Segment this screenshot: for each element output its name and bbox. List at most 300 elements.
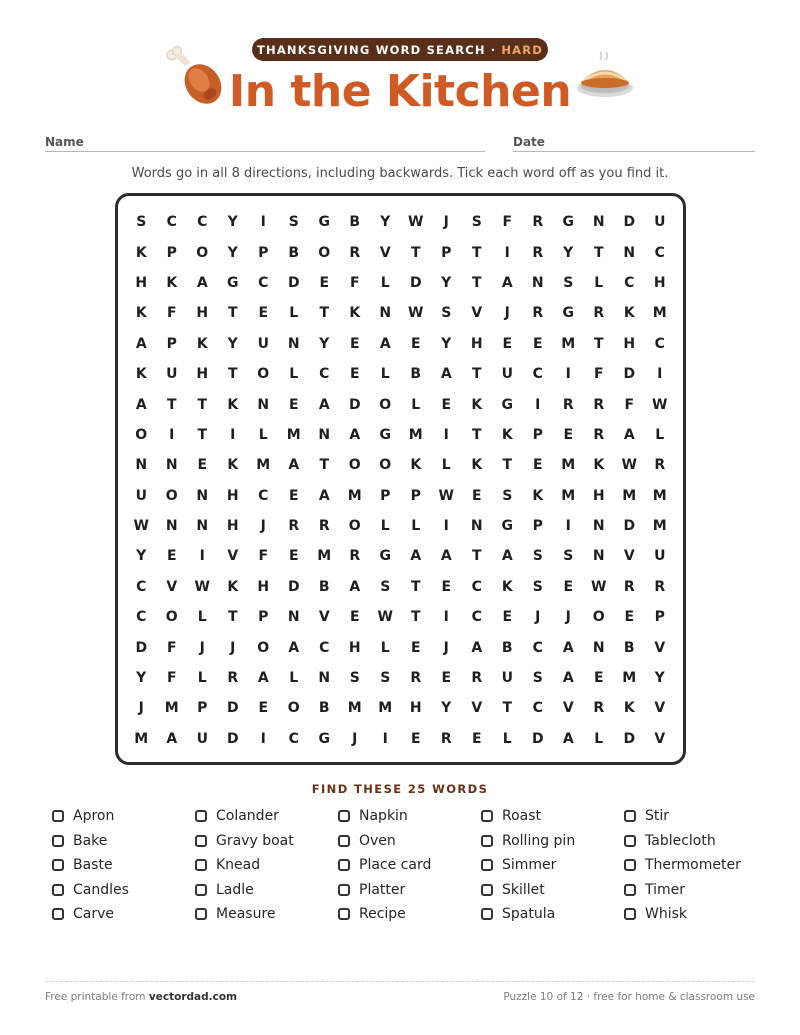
grid-letter[interactable]: A <box>349 426 361 443</box>
grid-letter[interactable]: N <box>623 244 636 261</box>
grid-letter[interactable]: J <box>535 609 541 626</box>
grid-letter[interactable]: F <box>166 305 177 322</box>
grid-letter[interactable]: E <box>471 730 482 747</box>
word-item[interactable] <box>338 902 481 927</box>
grid-letter[interactable]: U <box>501 366 513 383</box>
grid-letter[interactable]: G <box>318 730 330 747</box>
grid-letter[interactable]: T <box>471 244 482 261</box>
grid-letter[interactable]: C <box>654 244 665 261</box>
grid-letter[interactable]: M <box>561 335 576 352</box>
grid-letter[interactable]: N <box>592 548 605 565</box>
grid-letter[interactable]: E <box>410 730 421 747</box>
grid-letter[interactable]: K <box>227 578 239 595</box>
word-checkbox[interactable] <box>195 810 207 822</box>
grid-letter[interactable]: V <box>654 639 666 656</box>
grid-letter[interactable]: L <box>197 670 207 687</box>
grid-letter[interactable]: C <box>532 639 543 656</box>
grid-letter[interactable]: T <box>410 609 421 626</box>
grid-letter[interactable]: E <box>593 670 604 687</box>
grid-letter[interactable]: K <box>532 487 544 504</box>
word-checkbox[interactable] <box>481 810 493 822</box>
grid-letter[interactable]: J <box>230 639 236 656</box>
grid-letter[interactable]: P <box>410 487 421 504</box>
grid-letter[interactable]: E <box>319 274 330 291</box>
grid-letter[interactable]: R <box>562 396 574 413</box>
grid-letter[interactable]: T <box>471 366 482 383</box>
grid-letter[interactable]: P <box>166 335 177 352</box>
grid-letter[interactable]: P <box>654 609 665 626</box>
grid-letter[interactable]: K <box>471 457 483 474</box>
grid-letter[interactable]: Y <box>136 670 147 687</box>
grid-letter[interactable]: S <box>380 670 391 687</box>
grid-letter[interactable]: G <box>379 426 391 443</box>
grid-letter[interactable]: G <box>501 396 513 413</box>
grid-letter[interactable]: M <box>378 700 393 717</box>
grid-letter[interactable]: E <box>441 578 452 595</box>
grid-letter[interactable]: Y <box>654 670 665 687</box>
grid-letter[interactable]: B <box>288 244 300 261</box>
word-checkbox[interactable] <box>624 810 636 822</box>
grid-letter[interactable]: O <box>287 700 300 717</box>
grid-letter[interactable]: O <box>257 639 270 656</box>
grid-letter[interactable]: G <box>227 274 239 291</box>
grid-letter[interactable]: F <box>166 670 177 687</box>
word-item[interactable] <box>481 902 624 927</box>
grid-letter[interactable]: O <box>348 518 361 535</box>
grid-letter[interactable]: E <box>288 487 299 504</box>
grid-letter[interactable]: P <box>441 244 452 261</box>
word-item[interactable] <box>338 829 481 854</box>
word-item[interactable] <box>52 829 195 854</box>
grid-letter[interactable]: N <box>196 487 209 504</box>
grid-letter[interactable]: V <box>471 305 483 322</box>
grid-letter[interactable]: J <box>199 639 205 656</box>
grid-letter[interactable]: L <box>380 274 390 291</box>
grid-letter[interactable]: A <box>379 335 391 352</box>
name-line[interactable] <box>45 151 485 152</box>
grid-letter[interactable]: H <box>592 487 605 504</box>
grid-letter[interactable]: R <box>410 670 422 687</box>
grid-letter[interactable]: E <box>197 457 208 474</box>
grid-letter[interactable]: A <box>349 578 361 595</box>
grid-letter[interactable]: I <box>535 396 541 413</box>
grid-letter[interactable]: U <box>257 335 269 352</box>
grid-letter[interactable]: A <box>288 457 300 474</box>
grid-letter[interactable]: A <box>562 730 574 747</box>
grid-letter[interactable]: E <box>410 335 421 352</box>
grid-letter[interactable]: A <box>440 548 452 565</box>
grid-letter[interactable]: P <box>532 518 543 535</box>
grid-letter[interactable]: U <box>166 366 178 383</box>
grid-letter[interactable]: T <box>197 426 208 443</box>
grid-letter[interactable]: L <box>380 639 390 656</box>
grid-letter[interactable]: Y <box>380 214 391 231</box>
grid-letter[interactable]: D <box>135 639 148 656</box>
grid-letter[interactable]: K <box>349 305 361 322</box>
grid-letter[interactable]: E <box>349 335 360 352</box>
grid-letter[interactable]: R <box>593 426 605 443</box>
word-checkbox[interactable] <box>52 884 64 896</box>
grid-letter[interactable]: B <box>349 214 361 231</box>
grid-letter[interactable]: T <box>471 548 482 565</box>
grid-letter[interactable]: J <box>504 305 510 322</box>
grid-letter[interactable]: H <box>470 335 483 352</box>
grid-letter[interactable]: J <box>138 700 144 717</box>
grid-letter[interactable]: O <box>318 244 331 261</box>
grid-letter[interactable]: I <box>199 548 205 565</box>
grid-letter[interactable]: L <box>411 396 421 413</box>
grid-letter[interactable]: W <box>591 578 607 595</box>
grid-letter[interactable]: D <box>623 730 636 747</box>
grid-letter[interactable]: P <box>258 609 269 626</box>
grid-letter[interactable]: Y <box>441 274 452 291</box>
grid-letter[interactable]: M <box>347 487 362 504</box>
grid-letter[interactable]: M <box>652 305 667 322</box>
grid-letter[interactable]: T <box>166 396 177 413</box>
grid-letter[interactable]: E <box>532 335 543 352</box>
grid-letter[interactable]: E <box>288 396 299 413</box>
grid-letter[interactable]: S <box>380 578 391 595</box>
grid-letter[interactable]: A <box>135 396 147 413</box>
grid-letter[interactable]: T <box>410 244 421 261</box>
grid-letter[interactable]: C <box>471 609 482 626</box>
grid-letter[interactable]: R <box>654 578 666 595</box>
grid-letter[interactable]: L <box>655 426 665 443</box>
grid-letter[interactable]: V <box>166 578 178 595</box>
word-checkbox[interactable] <box>338 835 350 847</box>
grid-letter[interactable]: W <box>133 518 149 535</box>
word-item[interactable] <box>52 804 195 829</box>
date-line[interactable] <box>513 151 755 152</box>
word-checkbox[interactable] <box>481 908 493 920</box>
grid-letter[interactable]: C <box>258 274 269 291</box>
grid-letter[interactable]: M <box>286 426 301 443</box>
grid-letter[interactable]: K <box>623 700 635 717</box>
grid-letter[interactable]: N <box>165 457 178 474</box>
grid-letter[interactable]: A <box>562 639 574 656</box>
word-item[interactable] <box>195 804 338 829</box>
grid-letter[interactable]: H <box>196 305 209 322</box>
grid-letter[interactable]: J <box>565 609 571 626</box>
grid-letter[interactable]: N <box>592 639 605 656</box>
word-item[interactable] <box>481 829 624 854</box>
grid-letter[interactable]: M <box>256 457 271 474</box>
grid-letter[interactable]: P <box>166 244 177 261</box>
word-item[interactable] <box>52 853 195 878</box>
grid-letter[interactable]: M <box>652 487 667 504</box>
grid-letter[interactable]: P <box>197 700 208 717</box>
word-checkbox[interactable] <box>195 884 207 896</box>
grid-letter[interactable]: E <box>410 639 421 656</box>
grid-letter[interactable]: V <box>654 700 666 717</box>
grid-letter[interactable]: C <box>654 335 665 352</box>
grid-letter[interactable]: A <box>166 730 178 747</box>
grid-letter[interactable]: E <box>166 548 177 565</box>
grid-letter[interactable]: C <box>166 214 177 231</box>
grid-letter[interactable]: W <box>408 214 424 231</box>
grid-letter[interactable]: U <box>196 730 208 747</box>
grid-letter[interactable]: S <box>441 305 452 322</box>
word-checkbox[interactable] <box>624 884 636 896</box>
grid-letter[interactable]: N <box>287 609 300 626</box>
grid-letter[interactable]: E <box>288 548 299 565</box>
grid-letter[interactable]: O <box>379 396 392 413</box>
grid-letter[interactable]: J <box>260 518 266 535</box>
grid-letter[interactable]: C <box>197 214 208 231</box>
grid-letter[interactable]: R <box>532 244 544 261</box>
grid-letter[interactable]: J <box>443 639 449 656</box>
grid-letter[interactable]: K <box>135 366 147 383</box>
grid-letter[interactable]: K <box>166 274 178 291</box>
grid-letter[interactable]: B <box>318 700 330 717</box>
grid-letter[interactable]: N <box>287 335 300 352</box>
grid-letter[interactable]: R <box>593 700 605 717</box>
grid-letter[interactable]: T <box>410 578 421 595</box>
grid-letter[interactable]: N <box>470 518 483 535</box>
word-item[interactable] <box>624 853 767 878</box>
word-checkbox[interactable] <box>52 908 64 920</box>
grid-letter[interactable]: F <box>502 214 513 231</box>
grid-letter[interactable]: V <box>318 609 330 626</box>
grid-letter[interactable]: P <box>380 487 391 504</box>
grid-letter[interactable]: K <box>501 578 513 595</box>
grid-letter[interactable]: E <box>624 609 635 626</box>
grid-letter[interactable]: T <box>319 305 330 322</box>
grid-letter[interactable]: T <box>319 457 330 474</box>
grid-letter[interactable]: K <box>135 244 147 261</box>
grid-letter[interactable]: E <box>563 426 574 443</box>
grid-letter[interactable]: M <box>561 487 576 504</box>
grid-letter[interactable]: L <box>502 730 512 747</box>
grid-letter[interactable]: D <box>287 578 300 595</box>
grid-letter[interactable]: T <box>502 457 513 474</box>
grid-letter[interactable]: G <box>562 214 574 231</box>
grid-letter[interactable]: U <box>654 214 666 231</box>
grid-letter[interactable]: O <box>196 244 209 261</box>
grid-letter[interactable]: F <box>166 639 177 656</box>
grid-letter[interactable]: W <box>621 457 637 474</box>
grid-letter[interactable]: O <box>165 487 178 504</box>
grid-letter[interactable]: S <box>563 548 574 565</box>
grid-letter[interactable]: N <box>592 518 605 535</box>
grid-letter[interactable]: U <box>135 487 147 504</box>
grid-letter[interactable]: B <box>410 366 422 383</box>
grid-letter[interactable]: S <box>532 578 543 595</box>
grid-letter[interactable]: I <box>565 366 571 383</box>
grid-letter[interactable]: O <box>592 609 605 626</box>
grid-letter[interactable]: C <box>288 730 299 747</box>
grid-letter[interactable]: I <box>565 518 571 535</box>
grid-letter[interactable]: A <box>257 670 269 687</box>
grid-letter[interactable]: F <box>349 274 360 291</box>
grid-letter[interactable]: I <box>382 730 388 747</box>
grid-letter[interactable]: Y <box>136 548 147 565</box>
grid-letter[interactable]: V <box>471 700 483 717</box>
grid-letter[interactable]: R <box>227 670 239 687</box>
grid-letter[interactable]: S <box>532 548 543 565</box>
word-item[interactable] <box>624 878 767 903</box>
grid-letter[interactable]: L <box>289 366 299 383</box>
grid-letter[interactable]: L <box>258 426 268 443</box>
grid-letter[interactable]: E <box>441 670 452 687</box>
word-item[interactable] <box>624 829 767 854</box>
grid-letter[interactable]: R <box>440 730 452 747</box>
grid-letter[interactable]: H <box>348 639 361 656</box>
grid-letter[interactable]: I <box>260 214 266 231</box>
grid-letter[interactable]: C <box>319 639 330 656</box>
grid-letter[interactable]: Y <box>227 244 238 261</box>
grid-letter[interactable]: H <box>226 487 239 504</box>
grid-letter[interactable]: I <box>230 426 236 443</box>
grid-letter[interactable]: F <box>593 366 604 383</box>
grid-letter[interactable]: H <box>135 274 148 291</box>
grid-letter[interactable]: D <box>287 274 300 291</box>
grid-letter[interactable]: L <box>594 274 604 291</box>
grid-letter[interactable]: A <box>440 366 452 383</box>
word-checkbox[interactable] <box>338 884 350 896</box>
grid-letter[interactable]: N <box>318 426 331 443</box>
word-item[interactable] <box>195 853 338 878</box>
grid-letter[interactable]: G <box>562 305 574 322</box>
grid-letter[interactable]: T <box>593 335 604 352</box>
grid-letter[interactable]: V <box>227 548 239 565</box>
grid-letter[interactable]: M <box>317 548 332 565</box>
grid-letter[interactable]: P <box>258 244 269 261</box>
grid-letter[interactable]: W <box>194 578 210 595</box>
word-item[interactable] <box>481 853 624 878</box>
grid-letter[interactable]: L <box>289 305 299 322</box>
grid-letter[interactable]: T <box>471 426 482 443</box>
word-item[interactable] <box>52 878 195 903</box>
footer-site-link[interactable]: vectordad.com <box>148 991 237 1003</box>
grid-letter[interactable]: A <box>288 639 300 656</box>
grid-letter[interactable]: R <box>593 305 605 322</box>
grid-letter[interactable]: V <box>562 700 574 717</box>
grid-letter[interactable]: J <box>443 214 449 231</box>
grid-letter[interactable]: D <box>623 518 636 535</box>
grid-letter[interactable]: B <box>501 639 513 656</box>
grid-letter[interactable]: B <box>318 578 330 595</box>
grid-letter[interactable]: T <box>227 305 238 322</box>
grid-letter[interactable]: N <box>257 396 270 413</box>
grid-letter[interactable]: C <box>471 578 482 595</box>
grid-letter[interactable]: E <box>258 305 269 322</box>
grid-letter[interactable]: U <box>654 548 666 565</box>
grid-letter[interactable]: I <box>260 730 266 747</box>
grid-letter[interactable]: T <box>502 700 513 717</box>
grid-letter[interactable]: H <box>409 700 422 717</box>
grid-letter[interactable]: S <box>288 214 299 231</box>
grid-letter[interactable]: O <box>379 457 392 474</box>
grid-letter[interactable]: O <box>135 426 148 443</box>
grid-letter[interactable]: R <box>654 457 666 474</box>
word-item[interactable] <box>195 902 338 927</box>
grid-letter[interactable]: Y <box>319 335 330 352</box>
grid-letter[interactable]: E <box>258 700 269 717</box>
grid-letter[interactable]: E <box>349 366 360 383</box>
grid-letter[interactable]: K <box>410 457 422 474</box>
grid-letter[interactable]: U <box>501 670 513 687</box>
grid-letter[interactable]: C <box>136 609 147 626</box>
grid-letter[interactable]: F <box>258 548 269 565</box>
grid-letter[interactable]: R <box>532 214 544 231</box>
grid-letter[interactable]: D <box>623 214 636 231</box>
grid-letter[interactable]: R <box>623 578 635 595</box>
grid-letter[interactable]: D <box>226 730 239 747</box>
grid-letter[interactable]: M <box>622 487 637 504</box>
grid-letter[interactable]: K <box>227 396 239 413</box>
grid-letter[interactable]: N <box>318 670 331 687</box>
word-checkbox[interactable] <box>338 859 350 871</box>
word-checkbox[interactable] <box>52 810 64 822</box>
grid-letter[interactable]: V <box>654 730 666 747</box>
grid-letter[interactable]: S <box>563 274 574 291</box>
grid-letter[interactable]: W <box>438 487 454 504</box>
grid-letter[interactable]: H <box>257 578 270 595</box>
grid-letter[interactable]: A <box>318 487 330 504</box>
grid-letter[interactable]: N <box>592 214 605 231</box>
grid-letter[interactable]: A <box>410 548 422 565</box>
grid-letter[interactable]: M <box>134 730 149 747</box>
grid-letter[interactable]: D <box>409 274 422 291</box>
grid-letter[interactable]: E <box>502 335 513 352</box>
grid-letter[interactable]: R <box>318 518 330 535</box>
grid-letter[interactable]: H <box>226 518 239 535</box>
grid-letter[interactable]: G <box>501 518 513 535</box>
word-checkbox[interactable] <box>481 835 493 847</box>
grid-letter[interactable]: D <box>623 366 636 383</box>
word-item[interactable] <box>624 902 767 927</box>
word-checkbox[interactable] <box>624 908 636 920</box>
grid-letter[interactable]: N <box>165 518 178 535</box>
grid-letter[interactable]: I <box>443 426 449 443</box>
grid-letter[interactable]: C <box>624 274 635 291</box>
grid-letter[interactable]: K <box>593 457 605 474</box>
grid-letter[interactable]: S <box>502 487 513 504</box>
word-checkbox[interactable] <box>624 835 636 847</box>
grid-letter[interactable]: S <box>471 214 482 231</box>
grid-letter[interactable]: W <box>377 609 393 626</box>
grid-letter[interactable]: T <box>197 396 208 413</box>
grid-letter[interactable]: K <box>623 305 635 322</box>
grid-letter[interactable]: A <box>562 670 574 687</box>
grid-letter[interactable]: A <box>318 396 330 413</box>
grid-letter[interactable]: E <box>471 487 482 504</box>
grid-letter[interactable]: A <box>501 274 513 291</box>
grid-letter[interactable]: T <box>593 244 604 261</box>
grid-letter[interactable]: E <box>502 609 513 626</box>
grid-letter[interactable]: A <box>471 639 483 656</box>
grid-letter[interactable]: C <box>532 366 543 383</box>
grid-letter[interactable]: T <box>227 366 238 383</box>
grid-letter[interactable]: K <box>135 305 147 322</box>
grid-letter[interactable]: G <box>318 214 330 231</box>
grid-letter[interactable]: H <box>653 274 666 291</box>
grid-letter[interactable]: W <box>408 305 424 322</box>
grid-letter[interactable]: Y <box>441 335 452 352</box>
word-item[interactable] <box>481 804 624 829</box>
grid-letter[interactable]: T <box>227 609 238 626</box>
grid-letter[interactable]: R <box>349 548 361 565</box>
grid-letter[interactable]: C <box>319 366 330 383</box>
grid-letter[interactable]: B <box>623 639 635 656</box>
word-checkbox[interactable] <box>481 884 493 896</box>
grid-letter[interactable]: O <box>257 366 270 383</box>
word-checkbox[interactable] <box>195 908 207 920</box>
word-checkbox[interactable] <box>481 859 493 871</box>
word-checkbox[interactable] <box>195 835 207 847</box>
grid-letter[interactable]: N <box>531 274 544 291</box>
